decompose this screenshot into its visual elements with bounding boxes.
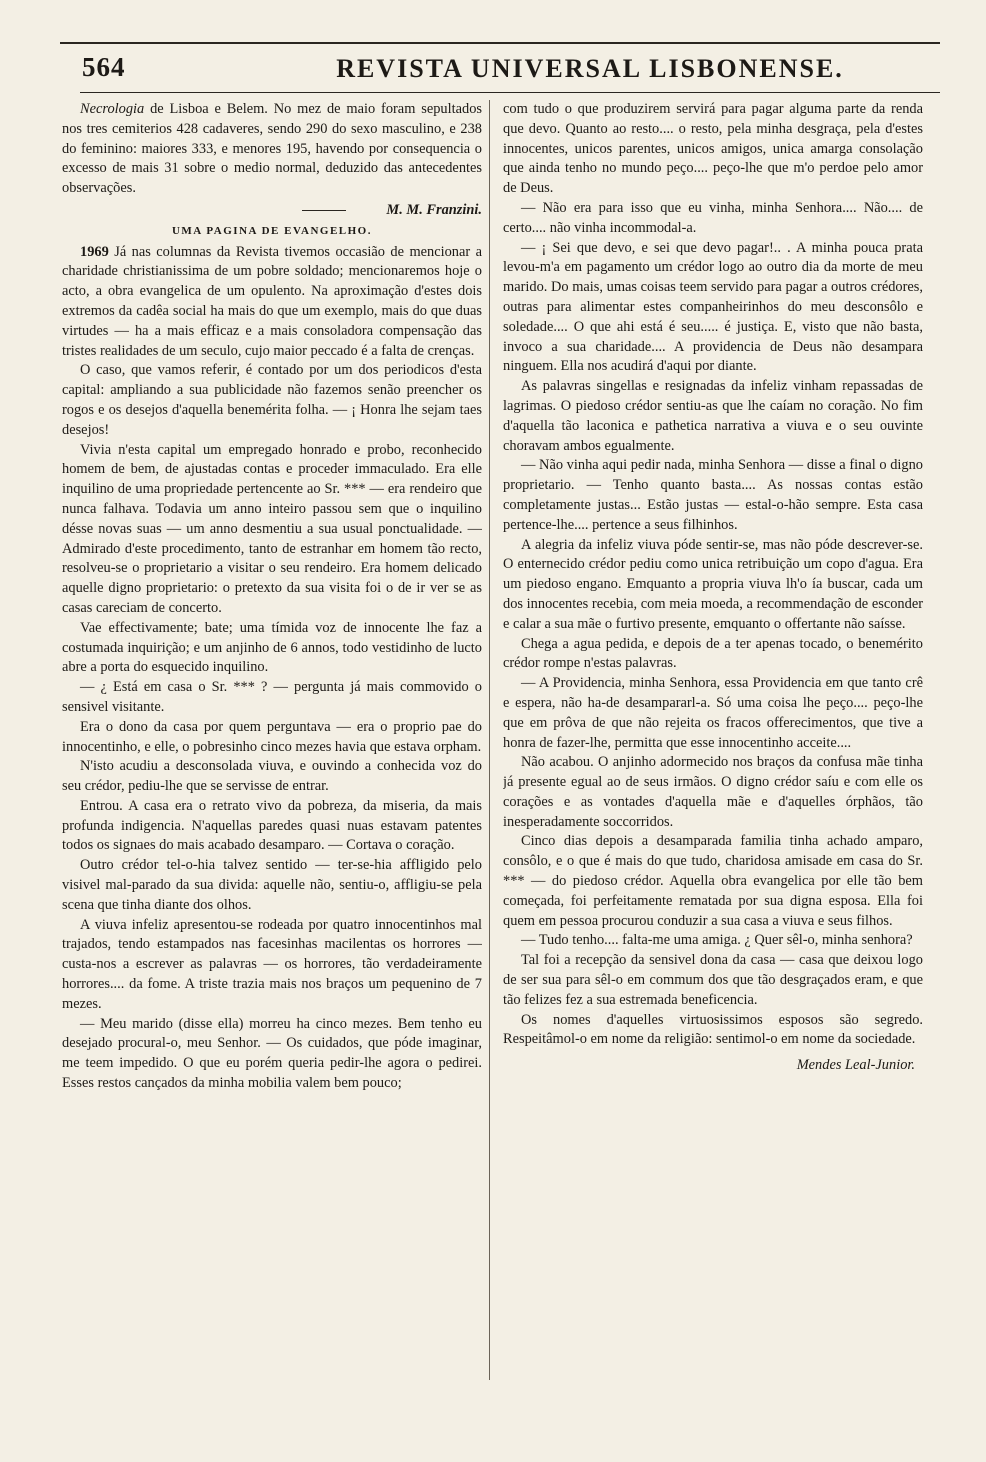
column-divider	[489, 100, 490, 1380]
article-paragraph: Cinco dias depois a desamparada familia tinha achado amparo, consôlo, e o que é mais do que tudo, charidosa amisade em casa do Sr. *** — do piedoso crédor. Aquella obra evangelica por elle tão bem começada, foi perfeitamente rematada por sua digna esposa. Ella foi quem em pessoa procurou conduzir a sua casa a viuva e seus filhos.	[503, 833, 923, 929]
article-paragraph: Entrou. A casa era o retrato vivo da pobreza, da miseria, da mais profunda indigencia. N'aquellas paredes quasi nuas estavam patentes todos os signaes do mais acabado desamparo. — Cortava o coração.	[62, 797, 482, 854]
article-paragraph: Chega a agua pedida, e depois de a ter apenas tocado, o benemérito crédor rompe n'estas palavras.	[503, 635, 923, 672]
right-column	[503, 100, 923, 1400]
article-number: 1969	[80, 243, 109, 260]
article-paragraph: — Não vinha aqui pedir nada, minha Senhora — disse a final o digno proprietario. — Tenho quanto basta.... As nossas contas estão completamente justas... Estão justas — estal-o-hão sempre. Esta casa pertence-lhe.... pertence a seus filhinhos.	[503, 457, 923, 533]
top-rule	[60, 42, 940, 44]
article-paragraph: N'isto acudiu a desconsolada viuva, e ouvindo a conhecida voz do seu crédor, pediu-lhe que se servisse de entrar.	[62, 758, 482, 795]
article-paragraph: — Meu marido (disse ella) morreu ha cinco mezes. Bem tenho eu desejado procural-o, meu Senhor. — Os cuidados, que póde imaginar, me teem impedido. O que eu porém queria pedir-lhe agora o pedirei. Esses restos cançados da minha mobilia valem bem pouco;	[62, 1015, 482, 1092]
article-paragraph: — Tudo tenho.... falta-me uma amiga. ¿ Quer sêl-o, minha senhora?	[521, 932, 913, 949]
signature-rule	[302, 210, 346, 211]
article-paragraph: — Não era para isso que eu vinha, minha Senhora.... Não.... de certo.... não vinha incommodal-a.	[503, 199, 923, 236]
article-paragraph: Vae effectivamente; bate; uma tímida voz de innocente lhe faz a costumada inquirição; e um anjinho de 6 annos, todo vestidinho de lucto abre a porta do esquecido inquilino.	[62, 619, 482, 676]
article-paragraph: — ¿ Está em casa o Sr. *** ? — pergunta já mais commovido o sensivel visitante.	[62, 679, 482, 715]
page-number: 564	[82, 52, 126, 82]
article-paragraph: Era o dono da casa por quem perguntava — era o proprio pae do innocentinho, e elle, o pobresinho cinco mezes havia que estava orpham.	[62, 718, 482, 755]
article-paragraph: As palavras singellas e resignadas da infeliz vinham repassadas de lagrimas. O piedoso crédor sentiu-as que lhe caíam no coração. No fim d'aquella tão laconica e pathetica narrativa a viuva e o seu ouvinte choravam ambos egualmente.	[503, 378, 923, 454]
article-paragraph: — ¡ Sei que devo, e sei que devo pagar!.. . A minha pouca prata levou-m'a em pagamento um crédor logo ao outro dia da morte de meu marido. Do mais, umas coisas teem servido para pagar a outros crédores, outras para alimentar estes companheirinhos do meu desconsôlo e soledade.... O que ahi está é seu..... é justiça. E, visto que não basta, invoco a sua charidade.... A providencia de Deus não desampara ninguem. Ella nos acudirá d'aqui por diante.	[503, 239, 923, 375]
header-rule	[80, 92, 940, 93]
article-paragraph: 1969 Já nas columnas da Revista tivemos occasião de mencionar a charidade christianissima de um pobre soldado; mencionaremos hoje o acto, a obra evangelica de um opulento. Na aproximação d'estes dois extremos da cadêa social ha mais do que um exemplo, mais do que duas virtudes — ha a mais efficaz e a mais consoladora compensação das tristes realidades de um seculo, cujo maior peccado é a falta de crenças.	[62, 243, 482, 359]
article-paragraph: O caso, que vamos referir, é contado por um dos periodicos d'esta capital: ampliando a sua publicidade não fazemos senão preencher os rogos e os desejos d'aquella benemérita folha. — ¡ Honra lhe sejam taes desejos!	[62, 362, 482, 438]
article-paragraph: Vivia n'esta capital um empregado honrado e probo, reconhecido homem de bem, de ajustadas contas e proceder immaculado. Era elle inquilino de uma propriedade pertencente ao Sr. *** — era rendeiro que nunca falhava. Todavia um anno inteiro passou sem que o inquilino désse novas suas — um anno desmentiu a sua usual ponctualidade. — Admirado d'este procedimento, tanto de estranhar em homem tão recto, resolveu-se o proprietario a visitar o seu rendeiro. Era homem delicado aquelle digno proprietario: o pretexto da sua visita foi o de ir ver se as casas careciam de concerto.	[62, 441, 482, 616]
journal-title: REVISTA UNIVERSAL LISBONENSE.	[336, 54, 844, 83]
necrologia-signature: M. M. Franzini.	[386, 201, 482, 218]
article-paragraph: Não acabou. O anjinho adormecido nos braços da confusa mãe tinha já presente egual ao de seus irmãos. O digno crédor saíu e com elle os corações e as vontades d'aquella mãe e d'aquelles órphãos, tão inesperadamente soccorridos.	[503, 754, 923, 830]
necrologia-lead: Necrologia	[80, 101, 145, 117]
necrologia-text: de Lisboa e Belem. No mez de maio foram sepultados nos tres cemiterios 428 cadaveres, sendo 290 do sexo masculino, e 238 do feminino: maiores 333, e menores 195, havendo por consequencia o excesso de mais 31 sobre o medio normal, deduzido das antecedentes observações.	[62, 101, 482, 197]
left-column	[62, 100, 482, 1400]
article-paragraph: Os nomes d'aquelles virtuosissimos esposos são segredo. Respeitâmol-o em nome da religião: sentimol-o em nome da sociedade.	[503, 1011, 923, 1048]
necrologia-paragraph	[62, 100, 482, 199]
section-title: UMA PAGINA DE EVANGELHO.	[171, 224, 372, 237]
article-paragraph: Tal foi a recepção da sensivel dona da casa — casa que deixou logo de ser sua para sêl-o em commum dos que tão desgraçados eram, e que tão felizes fez a sua estremada beneficencia.	[503, 952, 923, 1008]
article-paragraph: — A Providencia, minha Senhora, essa Providencia em que tanto crê e espera, não ha-de desampararl-a. Só uma coisa lhe peço.... peço-lhe que em prôva de que não rejeita os fracos offerecimentos, que tive a honra de fazer-lhe, permitta que esse innocentinho acceite....	[503, 675, 923, 751]
article-paragraph: com tudo o que produzirem servirá para pagar alguma parte da renda que devo. Quanto ao resto.... o resto, pela minha desgraça, pela d'estes innocentes, unicos parentes, unicos amigos, unica amarga consolação que ainda tenho no mundo peço.... peço-lhe que m'o perdoe pelo amor de Deus.	[503, 101, 923, 197]
article-paragraph: A alegria da infeliz viuva póde sentir-se, mas não póde descrever-se. O enternecido crédor pediu como unica retribuição um copo d'agua. Era um piedoso engano. Emquanto a propria viuva lh'o ía buscar, cada um dos innocentes recebia, com meia moeda, a recommendação de esconder e calar a sua mãe o furtivo presente, emquanto o offertante não saísse.	[503, 536, 923, 632]
article-paragraph: Outro crédor tel-o-hia talvez sentido — ter-se-hia affligido pelo visivel mal-parado da sua divida: aquelle não, sentiu-o, affligiu-se pela scena que tinha diante dos olhos.	[62, 857, 482, 913]
article-signature: Mendes Leal-Junior.	[796, 1057, 915, 1074]
article-paragraph: A viuva infeliz apresentou-se rodeada por quatro innocentinhos mal trajados, tendo estampados nas facesinhas macilentas os horrores — custa-nos a escrever as palavras — os horrores, tão verdadeiramente horrores.... da fome. A triste trazia mais nos braços um pequenino de 7 mezes.	[62, 916, 482, 1012]
page-header	[60, 50, 940, 90]
necrologia-signature-line	[62, 201, 482, 221]
